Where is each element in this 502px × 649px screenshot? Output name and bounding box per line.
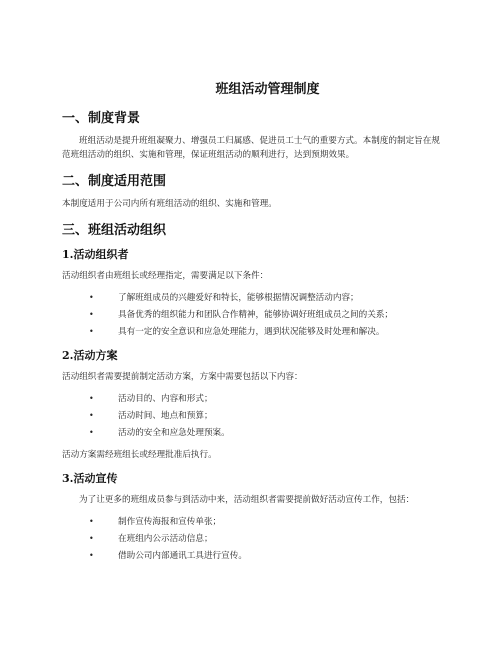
list-item-text: 活动的安全和应急处理预案。 xyxy=(118,428,230,438)
bullet-dot-icon: • xyxy=(89,411,94,420)
list-item xyxy=(89,291,440,305)
list-item-text: 具有一定的安全意识和应急处理能力，遇到状况能够及时处理和解决。 xyxy=(118,327,385,337)
bullet-list-publicity xyxy=(89,515,440,563)
subsection-heading-organizer: 1.活动组织者 xyxy=(62,248,129,261)
list-item-text: 具备优秀的组织能力和团队合作精神，能够协调好班组成员之间的关系； xyxy=(118,310,394,320)
list-item xyxy=(89,426,440,440)
list-item xyxy=(89,325,440,339)
list-item xyxy=(89,515,440,529)
bullet-dot-icon: • xyxy=(89,293,94,302)
subsection-intro-organizer: 活动组织者由班组长或经理指定，需要满足以下条件： xyxy=(62,271,269,281)
subsection-outro-plan: 活动方案需经班组长或经理批准后执行。 xyxy=(62,450,217,460)
subsection-intro-plan: 活动组织者需要提前制定活动方案，方案中需要包括以下内容： xyxy=(62,372,303,382)
subsection-intro-publicity: 为了让更多的班组成员参与到活动中来，活动组织者需要提前做好活动宣传工作，包括： xyxy=(79,495,415,505)
list-item-text: 了解班组成员的兴趣爱好和特长，能够根据情况调整活动内容； xyxy=(118,293,359,303)
bullet-dot-icon: • xyxy=(89,327,94,336)
subsection-heading-publicity: 3.活动宣传 xyxy=(62,472,118,485)
bullet-list-organizer xyxy=(89,291,440,339)
subsection-heading-plan: 2.活动方案 xyxy=(62,349,118,362)
bullet-list-plan xyxy=(89,392,440,440)
list-item xyxy=(89,549,440,563)
list-item xyxy=(89,409,440,423)
bullet-dot-icon: • xyxy=(89,310,94,319)
list-item-text: 活动目的、内容和形式； xyxy=(118,394,213,404)
list-item xyxy=(89,532,440,546)
section-heading-background: 一、制度背景 xyxy=(62,111,141,126)
bullet-dot-icon: • xyxy=(89,394,94,403)
list-item xyxy=(89,308,440,322)
bullet-dot-icon: • xyxy=(89,428,94,437)
list-item-text: 在班组内公示活动信息； xyxy=(118,534,213,544)
list-item-text: 活动时间、地点和预算； xyxy=(118,411,213,421)
list-item-text: 借助公司内部通讯工具进行宣传。 xyxy=(118,551,247,561)
list-item xyxy=(89,392,440,406)
bullet-dot-icon: • xyxy=(89,551,94,560)
section-heading-organization: 三、班组活动组织 xyxy=(62,223,167,238)
section-paragraph-scope: 本制度适用于公司内所有班组活动的组织、实施和管理。 xyxy=(62,199,277,209)
bullet-dot-icon: • xyxy=(89,517,94,526)
bullet-dot-icon: • xyxy=(89,534,94,543)
document-title: 班组活动管理制度 xyxy=(215,82,320,97)
section-paragraph-background: 班组活动是提升班组凝聚力、增强员工归属感、促进员工士气的重要方式。本制度的制定旨在规范班组活动的组织、实施和管理，保证班组活动的顺利进行，达到预期效果。 xyxy=(62,136,440,160)
list-item-text: 制作宣传海报和宣传单张； xyxy=(118,517,222,527)
section-heading-scope: 二、制度适用范围 xyxy=(62,174,167,189)
